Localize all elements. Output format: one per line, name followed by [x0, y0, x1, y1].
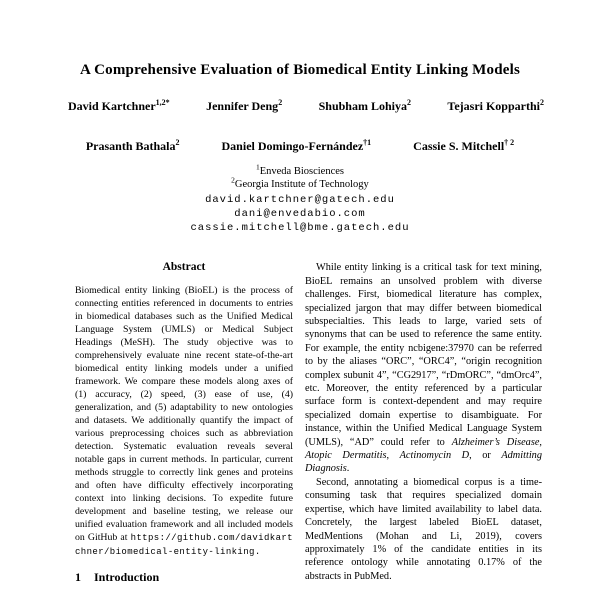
two-column-body [0, 261, 600, 585]
right-column [305, 261, 542, 585]
paper-title: A Comprehensive Evaluation of Biomedical Entity Linking Models [79, 62, 521, 78]
affiliation-georgia-tech [0, 175, 600, 191]
affiliation-sup: 1 [255, 162, 260, 172]
github-link[interactable]: https://github.com/davidkartchner/biomedical-entity-linking [75, 533, 293, 558]
text-run: Atopic Dermatitis [305, 450, 387, 462]
text-run: . [254, 547, 261, 558]
author-affiliation-sup: †1 [363, 138, 372, 147]
section-number: 1 [75, 570, 81, 585]
email-address: cassie.mitchell@bme.gatech.edu [190, 221, 410, 234]
text-run: , [539, 436, 542, 448]
author-prasanth-bathala [86, 139, 180, 154]
text-run: While entity linking is a critical task for text mining, BioEL remains an unsolved problem with diverse challenges. First, biomedical literature has complex, specialized jargon that may differ between biomedical subspecialties. This leads to large, varied sets of synonyms that can be used to reference the same entity. For example, the entity ncbigene:37970 can be referred to by the aliases “ORC”, “ORC4”, “origin recognition complex subunit 4”, “CG2917”, “rDmORC”, “dmOrc4”, etc. Moreover, the entity referenced by a particular surface form is context-dependent and may require specialized domain expertise to disambiguate. For instance, within the Unified Medical Language System (UMLS), “AD” could refer to [305, 262, 542, 448]
author-affiliation-sup: 2 [278, 98, 283, 107]
author-cassie-mitchell [413, 139, 514, 154]
emails [0, 194, 600, 235]
text-run: . [346, 463, 350, 475]
left-column [75, 261, 293, 585]
author-affiliation-sup: 2 [540, 98, 544, 107]
author-name: Daniel Domingo-Fernández [221, 139, 364, 153]
section-title: Introduction [94, 570, 160, 585]
author-shubham-lohiya [319, 99, 411, 114]
text-run: , or [469, 450, 502, 462]
email-address: david.kartchner@gatech.edu [205, 194, 395, 206]
paragraph-bioel-challenges [305, 261, 542, 476]
author-david-kartchner [68, 99, 170, 114]
text-run: , [386, 450, 400, 462]
affiliation-sup: 2 [231, 175, 235, 185]
author-affiliation-sup: † 2 [504, 138, 515, 147]
affiliation-name: Enveda Biosciences [259, 166, 344, 177]
author-affiliation-sup: 2 [175, 138, 180, 147]
author-row-2 [0, 139, 600, 154]
author-name: Prasanth Bathala [85, 139, 176, 153]
author-row-1 [0, 99, 600, 114]
paragraph-annotation-cost: Second, annotating a biomedical corpus is a time-consuming task that requires specialized domain expertise, which have limited availability to label data. Concretely, the largest labeled BioEL dataset, MedMentions (Mohan and Li, 2019), covers approximately 1% of the candidate entities in its reference ontology while annotating 0.17% of the abstracts in PubMed. [305, 476, 542, 582]
author-name: Jennifer Deng [206, 99, 279, 113]
author-affiliation-sup: 2 [407, 98, 411, 107]
abstract-heading: Abstract [162, 261, 206, 274]
affiliation-name: Georgia Institute of Technology [234, 179, 369, 190]
author-daniel-domingo-fernandez [222, 139, 372, 154]
text-run: Admitting Diagnosis [305, 450, 542, 475]
author-name: Shubham Lohiya [318, 99, 407, 113]
author-name: Cassie S. Mitchell [413, 139, 505, 153]
text-run: Alzheimer’s Disease [451, 436, 540, 448]
text-run: Actinomycin D [399, 450, 470, 462]
author-name: Tejasri Kopparthi [447, 99, 540, 113]
author-tejasri-kopparthi [447, 99, 544, 114]
affiliation-enveda [0, 162, 600, 178]
author-affiliation-sup: 1,2* [155, 98, 170, 107]
text-run: Biomedical entity linking (BioEL) is the process of connecting entities referenced in documents to entries in biomedical databases such as the Unified Medical Language System (UMLS) or Medical Subject Headings (MeSH). The study objective was to comprehensively evaluate nine recent state-of-the-art biomedical entity linking models under a unified framework. We compare these models along axes of (1) accuracy, (2) speed, (3) ease of use, (4) generalization, and (5) adaptability to new ontologies and datasets. We additionally quantify the impact of various preprocessing choices such as abbreviation detection. Systematic evaluation reveals several notable gaps in current methods. In particular, current methods struggle to correctly link genes and proteins and often have difficulty effectively incorporating context into linking decisions. To expedite future development and baseline testing, we release our unified evaluation framework and all included models on GitHub at [75, 285, 293, 544]
author-jennifer-deng [206, 99, 282, 114]
abstract-text [75, 284, 293, 559]
author-name: David Kartchner [68, 99, 156, 113]
affiliations [0, 162, 600, 191]
section-heading-introduction [75, 570, 293, 585]
email-address: dani@envedabio.com [234, 207, 366, 220]
